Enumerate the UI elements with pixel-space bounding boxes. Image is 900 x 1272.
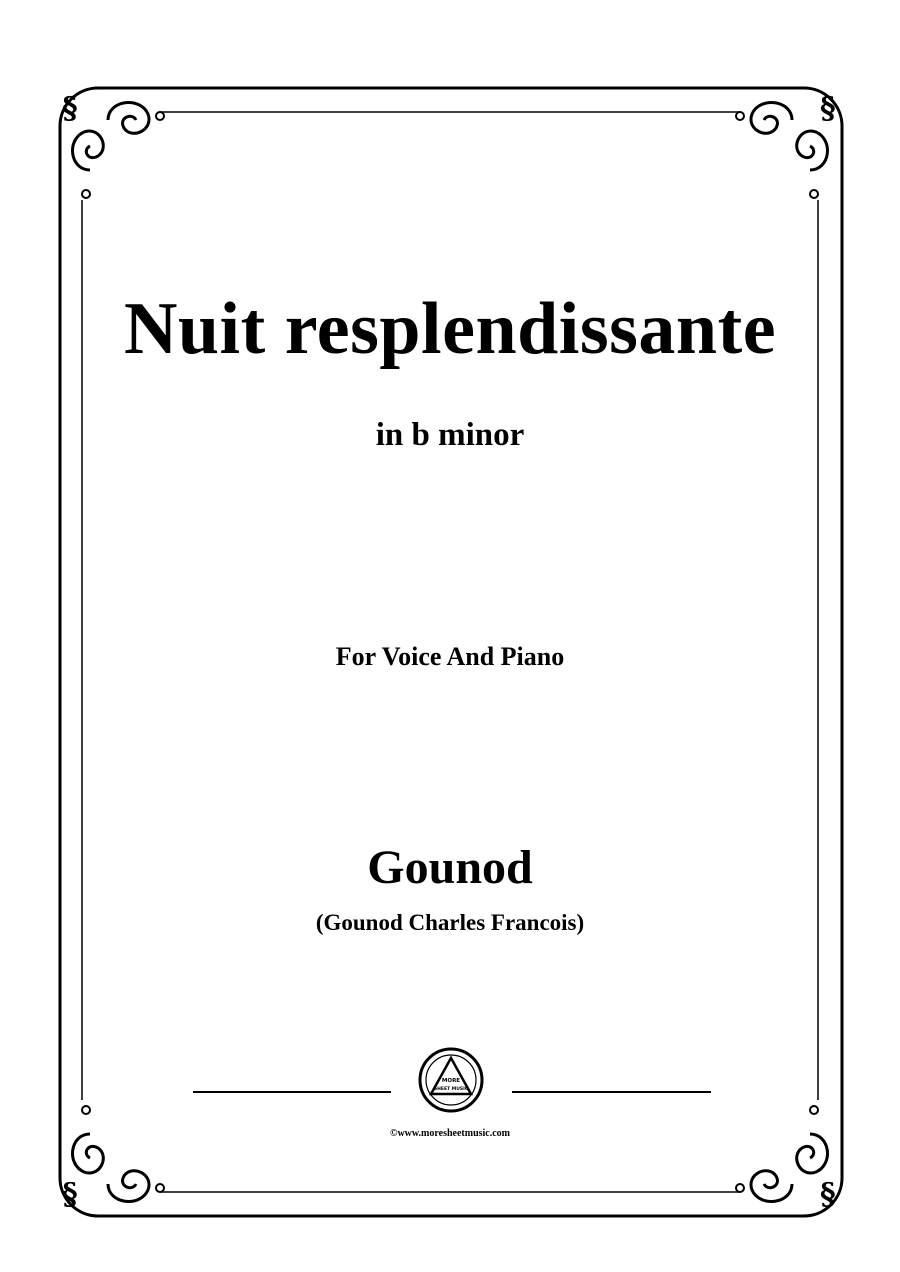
composer-name: Gounod: [367, 841, 533, 894]
footer-rule-right: [512, 1091, 711, 1093]
corner-ornament-bottom-left: [73, 1106, 164, 1201]
composer-full-name: (Gounod Charles Francois): [315, 910, 585, 935]
corner-ornament-top-right: [736, 103, 827, 198]
footer-rule-left: [193, 1091, 391, 1093]
corner-ornament-bottom-right: [736, 1106, 827, 1201]
svg-text:SHEET MUSIC: SHEET MUSIC: [433, 1087, 469, 1092]
copyright-url: ©www.moresheetmusic.com: [389, 1128, 511, 1139]
flourish-bottom-right: §: [820, 1177, 836, 1212]
key-signature-label: in b minor: [375, 417, 525, 453]
svg-text:MORE: MORE: [441, 1078, 461, 1084]
corner-ornament-top-left: [73, 103, 164, 198]
flourish-top-right: §: [820, 91, 836, 126]
instrumentation-label: For Voice And Piano: [335, 642, 565, 671]
score-title: Nuit resplendissante: [123, 288, 777, 370]
publisher-logo-seal: [417, 1046, 485, 1114]
flourish-top-left: §: [62, 91, 78, 126]
flourish-bottom-left: §: [62, 1177, 78, 1212]
